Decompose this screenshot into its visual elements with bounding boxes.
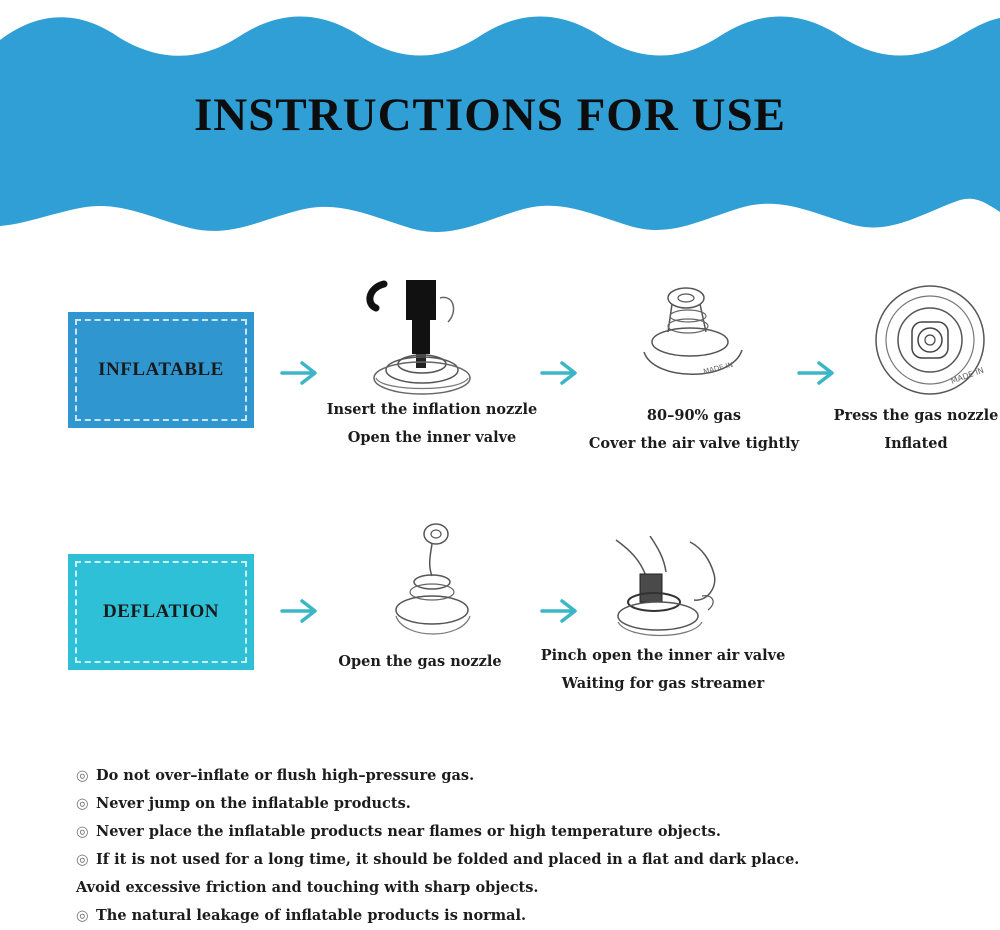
inflate-step-2-caption: 80–90% gas Cover the air valve tightly: [588, 407, 800, 452]
pressed-valve-icon: [868, 284, 994, 398]
list-item: ◎ If it is not used for a long time, it should be folded and placed in a flat and dark place.: [76, 846, 799, 874]
arrow-right-icon: [797, 360, 837, 386]
valve-imprint-text: MADE IN: [949, 365, 986, 386]
deflation-label-box: [68, 554, 254, 670]
deflate-step-1-caption: Open the gas nozzle: [338, 653, 502, 670]
circle-bullet-icon: ◎: [76, 824, 89, 840]
list-item-continuation: Avoid excessive friction and touching with sharp objects.: [76, 879, 539, 896]
deflate-step-2-caption: Pinch open the inner air valve Waiting for gas streamer: [540, 647, 786, 692]
arrow-right-icon: [540, 360, 580, 386]
arrow-right-icon: [540, 598, 580, 624]
inflate-step-3-caption: Press the gas nozzle Inflated: [833, 407, 999, 452]
list-item: ◎ Never jump on the inflatable products.: [76, 790, 799, 818]
circle-bullet-icon: ◎: [76, 768, 89, 784]
inflatable-label-box: [68, 312, 254, 428]
circle-bullet-icon: ◎: [76, 852, 89, 868]
open-valve-icon: [392, 516, 474, 642]
circle-bullet-icon: ◎: [76, 796, 89, 812]
pinch-valve-icon: [610, 536, 726, 640]
page-title: INSTRUCTIONS FOR USE: [194, 89, 786, 141]
valve-imprint-text: MADE IN: [702, 360, 734, 376]
deflation-label: DEFLATION: [102, 601, 220, 622]
arrow-right-icon: [280, 598, 320, 624]
arrow-right-icon: [280, 360, 320, 386]
inflate-step-1-caption: Insert the inflation nozzle Open the inner valve: [326, 401, 538, 446]
list-item: ◎ Never place the inflatable products near flames or high temperature objects.: [76, 818, 799, 846]
circle-bullet-icon: ◎: [76, 908, 89, 924]
list-item: ◎ The natural leakage of inflatable products is normal.: [76, 902, 799, 930]
list-item: ◎ Do not over–inflate or flush high–pressure gas.: [76, 762, 799, 790]
inflatable-label: INFLATABLE: [98, 359, 224, 380]
inflation-nozzle-icon: [362, 274, 482, 400]
capped-valve-icon: [636, 282, 748, 394]
notes-list: [76, 762, 799, 930]
